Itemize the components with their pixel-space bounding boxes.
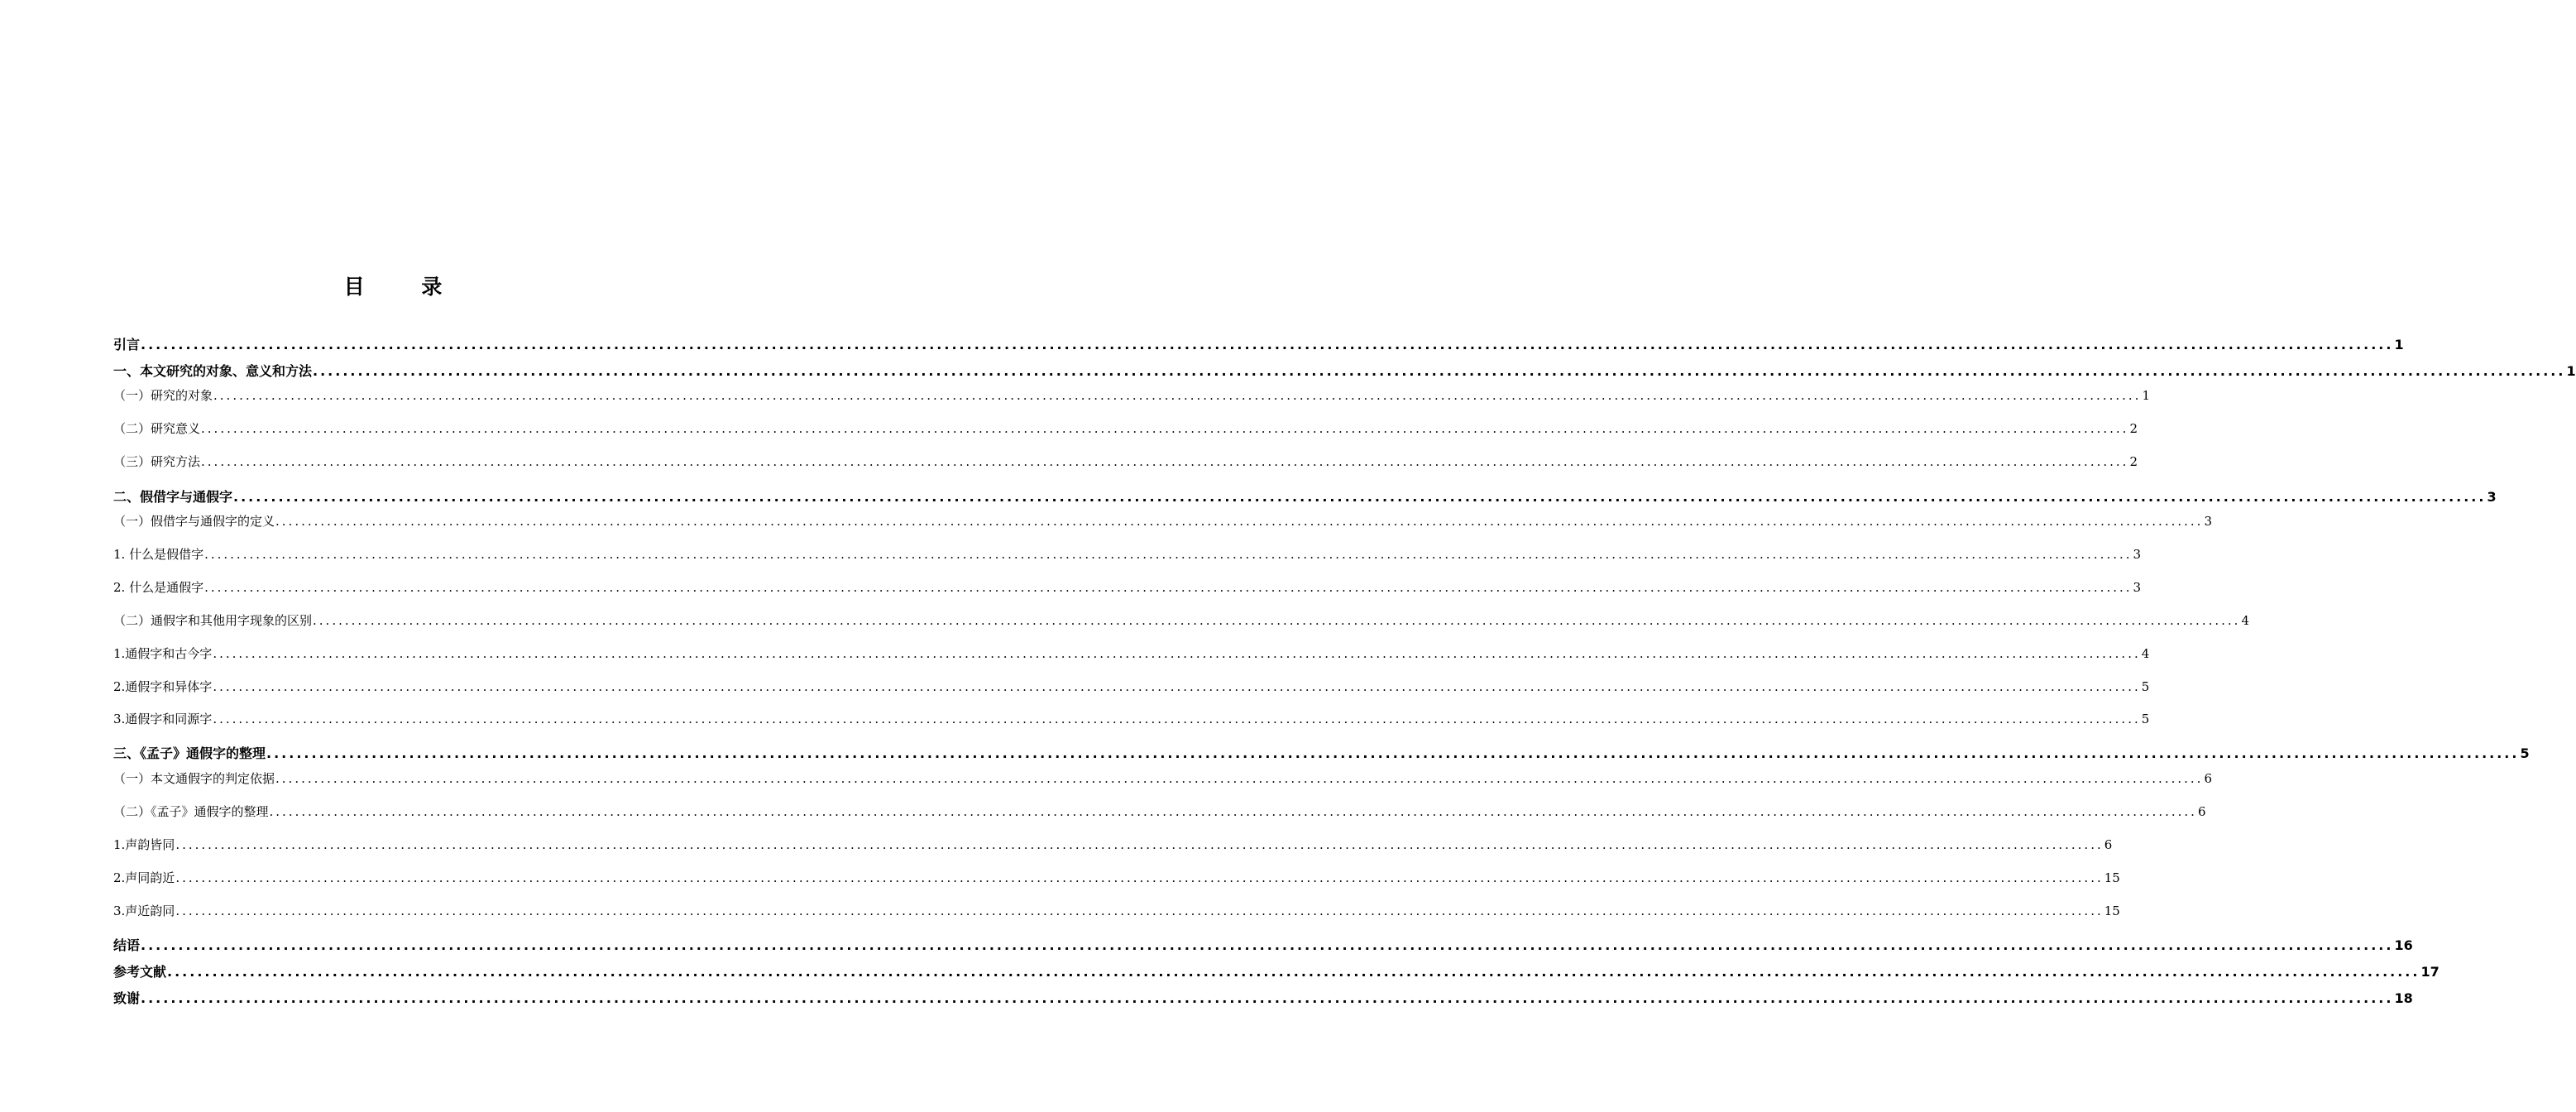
toc-page-number: 5 (2141, 712, 2150, 726)
toc-entry[interactable] (113, 769, 2212, 787)
toc-entry[interactable] (113, 710, 2150, 727)
toc-leader-dots: ............................................................................................................................................................................................................................................................................................................ (201, 421, 2129, 436)
toc-leader-dots: ............................................................................................................................................................................................................................................................................................................ (266, 745, 2520, 761)
toc-page-number: 6 (2204, 771, 2212, 786)
toc-entry[interactable] (113, 611, 2249, 629)
toc-entry-text: （二）《孟子》通假字的整理 (113, 804, 269, 819)
toc-entry-text: 2. 什么是通假字 (113, 580, 204, 595)
toc-page-number: 15 (2104, 870, 2120, 885)
toc-page-number: 3 (2133, 580, 2142, 595)
toc-leader-dots: ............................................................................................................................................................................................................................................................................................................ (175, 837, 2104, 852)
toc-entry[interactable] (113, 453, 2138, 470)
toc-entry-text: 引言 (113, 337, 141, 352)
toc-leader-dots: ............................................................................................................................................................................................................................................................................................................ (213, 679, 2141, 694)
toc-page-number: 1 (2394, 337, 2404, 352)
toc-leader-dots: ............................................................................................................................................................................................................................................................................................................ (141, 337, 2394, 352)
toc-entry[interactable] (113, 988, 2413, 1007)
toc-leader-dots: ............................................................................................................................................................................................................................................................................................................ (141, 937, 2394, 953)
toc-page-number: 1 (2566, 363, 2576, 379)
toc-entry-text: 二、假借字与通假字 (113, 489, 233, 505)
toc-leader-dots: ............................................................................................................................................................................................................................................................................................................ (204, 547, 2133, 562)
toc-leader-dots: ............................................................................................................................................................................................................................................................................................................ (175, 870, 2104, 885)
toc-entry-text: （一）本文通假字的判定依据 (113, 771, 275, 786)
toc-entry[interactable] (113, 334, 2404, 353)
toc-page-number: 4 (2241, 613, 2249, 628)
toc-leader-dots: ............................................................................................................................................................................................................................................................................................................ (275, 514, 2204, 529)
toc-entry[interactable] (113, 803, 2206, 820)
toc-entry-text: 1.声韵皆同 (113, 837, 175, 852)
toc-entry-text: 结语 (113, 937, 141, 953)
toc-leader-dots: ............................................................................................................................................................................................................................................................................................................ (201, 454, 2129, 469)
toc-entry-text: 1. 什么是假借字 (113, 547, 204, 562)
toc-page-number: 17 (2420, 964, 2440, 980)
toc-page-number: 5 (2141, 679, 2150, 694)
toc-entry-text: （三）研究方法 (113, 454, 201, 469)
toc-leader-dots: ............................................................................................................................................................................................................................................................................................................ (213, 712, 2141, 726)
toc-leader-dots: ............................................................................................................................................................................................................................................................................................................ (313, 363, 2566, 379)
toc-entry[interactable] (113, 419, 2138, 437)
toc-page-number: 18 (2394, 990, 2413, 1006)
toc-page-number: 4 (2141, 646, 2150, 661)
toc-entry-text: 致谢 (113, 990, 141, 1006)
toc-page-number: 3 (2204, 514, 2212, 529)
toc-entry[interactable] (113, 678, 2150, 695)
toc-entry-text: （一）假借字与通假字的定义 (113, 514, 275, 529)
toc-page-number: 3 (2133, 547, 2142, 562)
toc-page-number: 6 (2197, 804, 2206, 819)
toc-page-number: 2 (2129, 421, 2138, 436)
toc-entry-text: 2.通假字和异体字 (113, 679, 213, 694)
toc-entry-text: 3.通假字和同源字 (113, 712, 213, 726)
toc-leader-dots: ............................................................................................................................................................................................................................................................................................................ (269, 804, 2197, 819)
toc-entry-text: （二）研究意义 (113, 421, 201, 436)
toc-entry[interactable] (113, 361, 2576, 380)
toc-entry[interactable] (113, 935, 2413, 954)
toc-entry-text: 2.声同韵近 (113, 870, 175, 885)
toc-leader-dots: ............................................................................................................................................................................................................................................................................................................ (175, 903, 2104, 918)
toc-page-number: 16 (2394, 937, 2413, 953)
toc-entry[interactable] (113, 836, 2113, 853)
toc-entry[interactable] (113, 545, 2142, 563)
toc-entry[interactable] (113, 578, 2142, 596)
toc-page-number: 15 (2104, 903, 2120, 918)
toc-entry-text: 三、《孟子》通假字的整理 (113, 745, 266, 761)
toc-entry[interactable] (113, 743, 2530, 762)
toc-entry-text: 1.通假字和古今字 (113, 646, 213, 661)
toc-leader-dots: ............................................................................................................................................................................................................................................................................................................ (167, 964, 2420, 980)
toc-page-number: 5 (2520, 745, 2530, 761)
toc-entry[interactable] (113, 486, 2497, 506)
toc-leader-dots: ............................................................................................................................................................................................................................................................................................................ (204, 580, 2133, 595)
toc-entry[interactable] (113, 386, 2150, 404)
toc-entry[interactable] (113, 961, 2440, 980)
toc-leader-dots: ............................................................................................................................................................................................................................................................................................................ (313, 613, 2241, 628)
toc-entry-text: （二）通假字和其他用字现象的区别 (113, 613, 313, 628)
toc-leader-dots: ............................................................................................................................................................................................................................................................................................................ (233, 489, 2487, 505)
toc-entry[interactable] (113, 512, 2212, 530)
toc-leader-dots: ............................................................................................................................................................................................................................................................................................................ (213, 388, 2142, 403)
toc-entry-text: 参考文献 (113, 964, 167, 980)
toc-page-number: 2 (2129, 454, 2138, 469)
toc-leader-dots: ............................................................................................................................................................................................................................................................................................................ (275, 771, 2204, 786)
toc-leader-dots: ............................................................................................................................................................................................................................................................................................................ (213, 646, 2141, 661)
toc-leader-dots: ............................................................................................................................................................................................................................................................................................................ (141, 990, 2394, 1006)
toc-entry[interactable] (113, 869, 2120, 886)
toc-page-number: 3 (2487, 489, 2497, 505)
toc-page-number: 6 (2104, 837, 2113, 852)
toc-entry-text: 3.声近韵同 (113, 903, 175, 918)
toc-entry[interactable] (113, 902, 2120, 919)
toc-entry-text: （一）研究的对象 (113, 388, 213, 403)
toc-page-number: 1 (2142, 388, 2150, 403)
toc-entry-text: 一、本文研究的对象、意义和方法 (113, 363, 313, 379)
toc-title: 目 录 (343, 275, 467, 299)
toc-entry[interactable] (113, 645, 2150, 662)
